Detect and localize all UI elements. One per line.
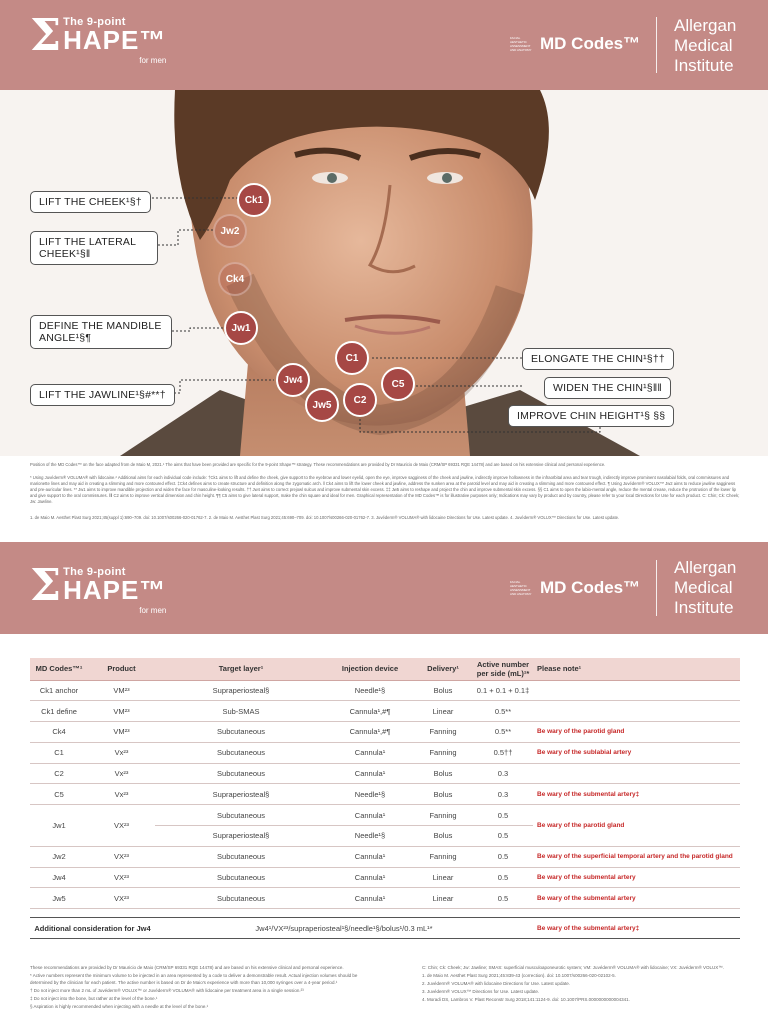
- cell-product: Vx²³: [88, 784, 155, 805]
- callout-elongate-chin: ELONGATE THE CHIN¹§††: [522, 348, 674, 370]
- footer-right: [422, 965, 740, 1005]
- footer-note: These recommendations are provided by Dr Mauricio de Maio (CRM/SP 69331 RQE 14478) and are based on his extensive clinical and personal experience.: [30, 965, 344, 970]
- cell-code: C5: [30, 784, 88, 805]
- cell-note: [533, 763, 740, 784]
- additional-consideration-row: [30, 917, 740, 939]
- nine-point-shape-logo-2: [30, 560, 167, 615]
- cell-device: Cannula¹: [327, 805, 413, 826]
- nine-point-shape-logo: [30, 10, 167, 65]
- cell-product: VX²³: [88, 867, 155, 888]
- cell-layer: Supraperiosteal§: [155, 826, 327, 847]
- cell-note: Be wary of the submental artery: [533, 867, 740, 888]
- point-c1: C1: [335, 341, 369, 375]
- footer-reference: 3. Juvéderm® VOLUX™ Directions for Use. Latest update.: [422, 989, 540, 994]
- cell-note: Be wary of the sublabial artery: [533, 742, 740, 763]
- cell-code: Jw1: [30, 805, 88, 847]
- cell-layer: Subcutaneous: [155, 846, 327, 867]
- footer-note: † Do not inject more than 2 mL of Juvéderm® VOLUX™ or Juvéderm® VOLUMA® with lidocaine per treatment area in a single session.²³: [30, 987, 304, 993]
- cell-volume: 0.5**: [473, 701, 533, 722]
- cell-layer: Subcutaneous: [155, 742, 327, 763]
- point-c2: C2: [343, 383, 377, 417]
- cell-device: Cannula¹: [327, 763, 413, 784]
- institute-line-1: Allergan: [674, 16, 737, 35]
- position-note: Position of the MD Codes™ on the face adapted from de Maio M, 2021.¹ The aims that have been provided are specific for the 9-point Shape™ strategy. These recommendations are provided by Dr Mauricio de Maio (CRM/SP 69331 RQE 14478) and are based on his extensive clinical and personal experience.: [30, 462, 606, 467]
- col-target-layer: Target layer¹: [155, 658, 327, 680]
- header-divider: [656, 17, 657, 73]
- cell-device: Cannula¹: [327, 867, 413, 888]
- cell-note: Be wary of the submental artery‡: [533, 784, 740, 805]
- cell-device: Cannula¹: [327, 742, 413, 763]
- footer-note: ‡ Do not inject into the bone, but rather at the level of the bone.¹: [30, 995, 158, 1001]
- cell-product: Vx²³: [88, 742, 155, 763]
- cell-volume: 0.5**: [473, 722, 533, 743]
- md-codes-logo: [510, 34, 640, 54]
- col-delivery: Delivery¹: [413, 658, 473, 680]
- callout-define-mandible-angle: DEFINE THE MANDIBLE ANGLE¹§¶: [30, 315, 172, 349]
- md-codes-tagline: FACIAL AESTHETIC ASSESSMENT AND ANATOMY: [510, 580, 532, 596]
- table-header-row: [30, 658, 740, 680]
- callout-improve-chin-height: IMPROVE CHIN HEIGHT¹§ §§: [508, 405, 674, 427]
- table-row: [30, 763, 740, 784]
- cell-volume: 0.5: [473, 846, 533, 867]
- table-row: [30, 888, 740, 909]
- point-jw1: Jw1: [224, 311, 258, 345]
- institute-line-3: Institute: [674, 598, 734, 617]
- cell-volume: 0.3: [473, 784, 533, 805]
- institute-line-2: Medical: [674, 578, 733, 597]
- aims-footnote: * Using Juvéderm® VOLUMA® with lidocaine.² Additional aims for each individual code include: †Ck1 aims to lift and define the cheek, give support to the eyebrow and lower eyelid, open the eye, improve sagginess of the cheek and jawline, indirectly improve hollowness in the infraorbital area and tear trough, indirectly improve prominent nasolabial folds, oral commissures and marionette lines and may aid in creating a slimming and more contoured effect. ‡Ck4 defines aims to create structure and definition along the zygomatic arch. ‖ Ck4 aims to lift the lower cheek and jawline, address the sunken area at the parotid level and may aid in creating a slimming and more contoured effect. ¶ Using Juvéderm® VOLUX™ Jw2 aims to reduce jawline sagginess and pre-auricular lines. ** Jw1 aims to improve mandible projection and widen the face for masculine-looking results. †† Jw4 aims to correct prejowl sulcus and improve submental skin excess. ‡‡ Jw5 aims to reshape and project the chin and improve submental skin excess. §§ C1 aims to open the labio-mental angle, reduce the mental crease, reduce the protrusion of the lower lip and give support to the oral commissures. ‖‖ C2 aims to improve vertical dimension and chin height. ¶¶ C5 aims to give lateral support, make the chin square and ideal for men. Graphical representation of the MD Codes™ is for illustrative purposes only; Indications may vary by product and by country, please refer to your local Directions for Use for each product. C: Chin; Ck: Cheek; Jw: Jawline.: [30, 475, 740, 504]
- table-row: [30, 722, 740, 743]
- cell-delivery: Fanning: [413, 722, 473, 743]
- table-row: [30, 680, 740, 701]
- cell-code: Jw5: [30, 888, 88, 909]
- callout-lift-cheek: LIFT THE CHEEK¹§†: [30, 191, 151, 213]
- footer-reference: 1. de Maio M. Aesthet Plast Surg 2021;45:839-43 (correction). doi: 10.1007/s00266-020-02102-5.: [422, 973, 616, 978]
- cell-note: [533, 680, 740, 701]
- cell-layer: Supraperiosteal§: [155, 680, 327, 701]
- cell-layer: Subcutaneous: [155, 888, 327, 909]
- references-top: 1. de Maio M. Aesthet Plast Surg 2021;45(suppl 1):690–709. doi: 10.1007/s00266-020-01762-7. 2. de Maio M. Aesthet Plast Surg 2021;45:690–709. doi: 10.1007/s00266-020-01762-7. 3. Juvéderm® VOLUMA® with lidocaine Directions for Use. Latest update. 4. Juvéderm® VOLUX™ Directions for Use. Latest update.: [30, 515, 620, 520]
- logo-shape-text: HAPE™: [63, 575, 167, 605]
- cell-note: Be wary of the parotid gland: [533, 805, 740, 847]
- logo-sub-text: for men: [139, 56, 167, 65]
- cell-layer: Subcutaneous: [155, 763, 327, 784]
- point-jw2: Jw2: [213, 214, 247, 248]
- footer-note: § Aspiration is highly recommended when injecting with a needle at the level of the bone.¹: [30, 1003, 209, 1009]
- table-row: [30, 867, 740, 888]
- cell-product: VX²³: [88, 846, 155, 867]
- cell-delivery: Linear: [413, 888, 473, 909]
- allergan-institute-logo: [674, 16, 736, 76]
- cell-layer: Subcutaneous: [155, 867, 327, 888]
- cell-device: Needle¹§: [327, 680, 413, 701]
- cell-device: Needle¹§: [327, 784, 413, 805]
- cell-layer: Subcutaneous: [155, 805, 327, 826]
- cell-layer: Sub-SMAS: [155, 701, 327, 722]
- logo-sub-text: for men: [139, 606, 167, 615]
- cell-product: Vx²³: [88, 763, 155, 784]
- table-row: [30, 784, 740, 805]
- table-row: [30, 805, 740, 826]
- col-injection-device: Injection device: [327, 658, 413, 680]
- cell-layer: Subcutaneous: [155, 722, 327, 743]
- col-md-codes: MD Codes™¹: [30, 658, 88, 680]
- additional-label: Additional consideration for Jw4: [34, 923, 151, 933]
- callout-lift-lateral-cheek: LIFT THE LATERAL CHEEK¹§‖: [30, 231, 158, 265]
- cell-device: Cannula¹: [327, 846, 413, 867]
- cell-code: C2: [30, 763, 88, 784]
- institute-line-1: Allergan: [674, 558, 737, 577]
- md-codes-tagline: FACIAL AESTHETIC ASSESSMENT AND ANATOMY: [510, 36, 532, 52]
- logo-top-text: The 9-point: [63, 566, 126, 578]
- cell-volume: 0.5: [473, 826, 533, 847]
- point-ck1: Ck1: [237, 183, 271, 217]
- logo-shape-text: HAPE™: [63, 25, 167, 55]
- header-divider: [656, 560, 657, 616]
- md-codes-text: MD Codes™: [540, 34, 641, 53]
- md-codes-logo-2: [510, 578, 640, 598]
- cell-delivery: Bolus: [413, 826, 473, 847]
- point-ck4: Ck4: [218, 262, 252, 296]
- cell-device: Cannula¹,#¶: [327, 701, 413, 722]
- sigma-icon: Σ: [30, 560, 62, 611]
- cell-code: Ck4: [30, 722, 88, 743]
- cell-code: Ck1 define: [30, 701, 88, 722]
- cell-layer: Supraperiosteal§: [155, 784, 327, 805]
- cell-note: Be wary of the superficial temporal artery and the parotid gland: [533, 846, 740, 867]
- cell-volume: 0.5††: [473, 742, 533, 763]
- cell-device: Needle¹§: [327, 826, 413, 847]
- cell-note: Be wary of the parotid gland: [533, 722, 740, 743]
- cell-device: Cannula¹,#¶: [327, 722, 413, 743]
- face-illustration: [0, 90, 768, 456]
- cell-delivery: Linear: [413, 867, 473, 888]
- col-active-number: Active number per side (mL)¹*: [473, 658, 533, 680]
- allergan-institute-logo-2: [674, 558, 736, 618]
- point-jw5: Jw5: [305, 388, 339, 422]
- cell-delivery: Fanning: [413, 742, 473, 763]
- cell-note: [533, 701, 740, 722]
- cell-delivery: Bolus: [413, 680, 473, 701]
- injection-table: [30, 658, 740, 909]
- cell-delivery: Bolus: [413, 763, 473, 784]
- cell-product: VX²³: [88, 888, 155, 909]
- cell-volume: 0.3: [473, 763, 533, 784]
- footer-left: [30, 965, 380, 1012]
- cell-delivery: Fanning: [413, 846, 473, 867]
- md-codes-text: MD Codes™: [540, 578, 641, 597]
- cell-product: VM²³: [88, 680, 155, 701]
- cell-device: Cannula¹: [327, 888, 413, 909]
- additional-value: Jw4¹/VX²³/supraperiosteal¹§/needle¹§/bolus¹/0.3 mL¹*: [255, 923, 433, 933]
- col-please-note: Please note¹: [533, 658, 740, 680]
- callout-widen-chin: WIDEN THE CHIN¹§‖‖: [544, 377, 671, 399]
- cell-volume: 0.1 + 0.1 + 0.1‡: [473, 680, 533, 701]
- institute-line-3: Institute: [674, 56, 734, 75]
- header-band-2: [0, 542, 768, 634]
- table-row: [30, 701, 740, 722]
- cell-volume: 0.5: [473, 805, 533, 826]
- cell-code: Jw2: [30, 846, 88, 867]
- footer-note: * Active numbers represent the minimum volume to be injected in an area represented by a code to deliver a demonstrable result. Actual injection volumes should be determined by the clinician for each patient. The active number is based on Dr de Maio's experience with more than 10,000 syringes over a 4-year period.¹: [30, 973, 358, 985]
- callout-lift-jawline: LIFT THE JAWLINE¹§#**†: [30, 384, 175, 406]
- cell-code: Ck1 anchor: [30, 680, 88, 701]
- cell-volume: 0.5: [473, 867, 533, 888]
- cell-code: Jw4: [30, 867, 88, 888]
- cell-delivery: Linear: [413, 701, 473, 722]
- cell-code: C1: [30, 742, 88, 763]
- cell-delivery: Bolus: [413, 784, 473, 805]
- footer-abbrev: C: Chin; Ck: Cheek; Jw: Jawline; SMAS: superficial musculoaponeurotic system; VM: Juvéderm® VOLUMA® with lidocaine; VX: Juvéderm® VOLUX™.: [422, 965, 725, 970]
- cell-note: Be wary of the submental artery: [533, 888, 740, 909]
- footer-reference: 2. Juvéderm® VOLUMA® with lidocaine Directions for Use. Latest update.: [422, 981, 570, 986]
- logo-top-text: The 9-point: [63, 16, 126, 28]
- cell-product: VM²³: [88, 701, 155, 722]
- col-product: Product: [88, 658, 155, 680]
- header-band: [0, 0, 768, 90]
- cell-delivery: Fanning: [413, 805, 473, 826]
- cell-product: VM²³: [88, 722, 155, 743]
- cell-product: VX²³: [88, 805, 155, 847]
- table-row: [30, 742, 740, 763]
- table-row: [30, 846, 740, 867]
- sigma-icon: Σ: [30, 10, 62, 61]
- additional-note: Be wary of the submental artery‡: [537, 924, 640, 932]
- cell-volume: 0.5: [473, 888, 533, 909]
- point-c5: C5: [381, 367, 415, 401]
- point-jw4: Jw4: [276, 363, 310, 397]
- footer-reference: 4. Moradi DS, Lambros V. Plast Reconstr Surg 2018;141:1124-9. doi: 10.1007/PRS.0000000000004341.: [422, 997, 630, 1002]
- institute-line-2: Medical: [674, 36, 733, 55]
